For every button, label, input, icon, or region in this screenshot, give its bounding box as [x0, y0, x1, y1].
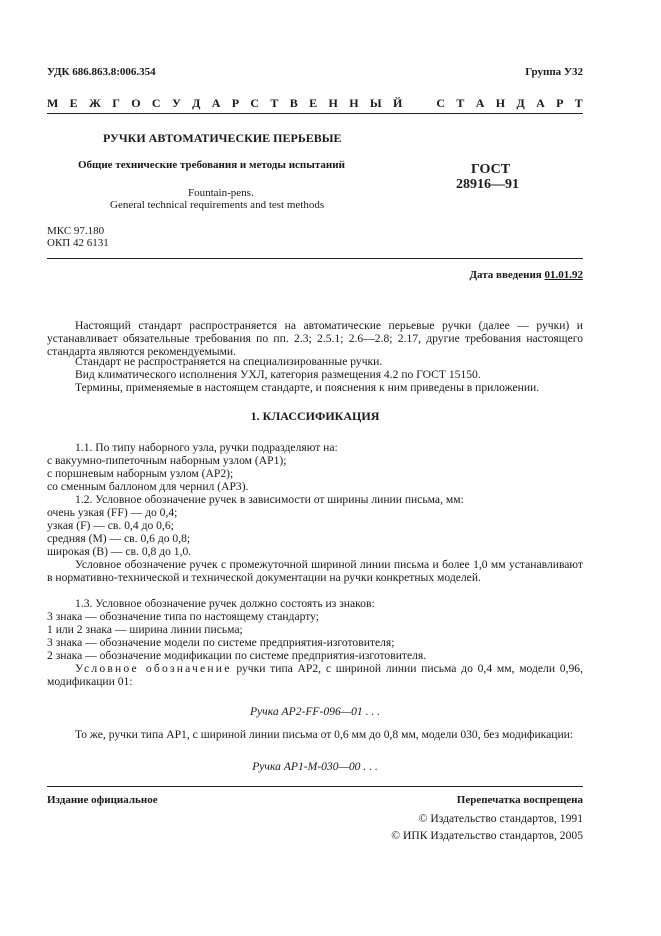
- list-item: с вакуумно-пипеточным наборным узлом (АР1);: [47, 454, 287, 467]
- english-title-line1: Fountain-pens.: [188, 187, 254, 199]
- reprint-prohibited: Перепечатка воспрещена: [456, 794, 583, 806]
- banner-letter: Е: [309, 96, 318, 110]
- banner-letter: Н: [328, 96, 338, 110]
- banner-letter: Д: [192, 96, 201, 110]
- document-title: РУЧКИ АВТОМАТИЧЕСКИЕ ПЕРЬЕВЫЕ: [103, 131, 342, 145]
- banner-letter: Г: [112, 96, 120, 110]
- list-item: с поршневым наборным узлом (АР2);: [47, 467, 234, 480]
- title-rule: [47, 258, 583, 259]
- banner-letter: Д: [516, 96, 525, 110]
- date-value: 01.01.92: [544, 269, 583, 281]
- banner-letter: М: [47, 96, 59, 110]
- banner-letter: Н: [495, 96, 506, 110]
- banner-letter: Т: [574, 96, 583, 110]
- list-item: широкая (B) — св. 0,8 до 1,0.: [47, 545, 192, 558]
- list-item: средняя (М) — св. 0,6 до 0,8;: [47, 532, 191, 545]
- banner-rule: [47, 113, 583, 114]
- banner-letter: Р: [231, 96, 240, 110]
- list-item: 3 знака — обозначение типа по настоящему стандарту;: [47, 610, 320, 623]
- banner-letter: А: [211, 96, 221, 110]
- gost-number: 28916—91: [456, 177, 519, 192]
- banner-letter: Й: [393, 96, 403, 110]
- section-heading: 1. КЛАССИФИКАЦИЯ: [250, 409, 380, 423]
- list-item: узкая (F) — св. 0,4 до 0,6;: [47, 519, 174, 532]
- mks-code: МКС 97.180: [47, 225, 105, 237]
- example-2-formula: Ручка АР1-М-030—00 . . .: [252, 760, 378, 773]
- intro-paragraph-1: Настоящий стандарт распространяется на автоматические перьевые ручки (далее — ручки) и устанавливает обязательные требования по пп. 2.3; 2.5.1; 2.6—2.8; 2.17, другие требования настоящего стандарта являются рекомендуемыми.: [47, 319, 583, 358]
- clause-1-3: 1.3. Условное обозначение ручек должно состоять из знаков:: [75, 597, 375, 610]
- banner-letter: А: [475, 96, 485, 110]
- banner-letter: Ы: [369, 96, 382, 110]
- banner-letter: Т: [456, 96, 465, 110]
- date-label: Дата введения: [469, 269, 545, 281]
- banner-letter: А: [536, 96, 545, 110]
- banner-letter: У: [171, 96, 181, 110]
- list-item: очень узкая (FF) — до 0,4;: [47, 506, 178, 519]
- gost-label: ГОСТ: [471, 162, 511, 177]
- banner-letter: С: [151, 96, 161, 110]
- banner-letter: Ж: [89, 96, 101, 110]
- example-1-formula: Ручка АР2-FF-096—01 . . .: [249, 705, 381, 718]
- banner-letter: Р: [556, 96, 564, 110]
- list-item: со сменным баллоном для чернил (АР3).: [47, 480, 249, 493]
- example-label: Условное обозначение: [75, 662, 232, 675]
- example-1-text: ручки типа АР2, с шириной линии письма до 0,4 мм, модели 0,96, модификации 01:: [47, 662, 583, 688]
- document-subtitle: Общие технические требования и методы испытаний: [78, 159, 345, 171]
- banner-letter: Т: [270, 96, 279, 110]
- example-1-description: [47, 662, 583, 688]
- intro-paragraph-4: Термины, применяемые в настоящем стандарте, и пояснения к ним приведены в приложении.: [75, 381, 540, 394]
- banner-letter: С: [250, 96, 260, 110]
- clause-1-1: 1.1. По типу наборного узла, ручки подразделяют на:: [75, 441, 338, 454]
- interstate-standard-banner: [47, 96, 583, 111]
- copyright-2005: © ИПК Издательство стандартов, 2005: [391, 829, 583, 842]
- banner-letter: О: [131, 96, 141, 110]
- list-item: 3 знака — обозначение модели по системе предприятия-изготовителя;: [47, 636, 395, 649]
- list-item: 1 или 2 знака — ширина линии письма;: [47, 623, 243, 636]
- banner-letter: С: [436, 96, 446, 110]
- intro-paragraph-3: Вид климатического исполнения УХЛ, категория размещения 4.2 по ГОСТ 15150.: [75, 368, 481, 381]
- banner-letter: Е: [69, 96, 78, 110]
- intro-paragraph-2: Стандарт не распространяется на специализированные ручки.: [75, 355, 383, 368]
- udk-code: УДК 686.863.8:006.354: [47, 66, 156, 78]
- okp-code: ОКП 42 6131: [47, 237, 109, 249]
- footer-rule: [47, 786, 583, 787]
- intermediate-width-paragraph: Условное обозначение ручек с промежуточной шириной линии письма и более 1,0 мм устанавливают в нормативно-технической и технической документации на ручки конкретных моделей.: [47, 558, 583, 584]
- copyright-1991: © Издательство стандартов, 1991: [418, 812, 583, 825]
- banner-letter: Н: [349, 96, 359, 110]
- list-item: 2 знака — обозначение модификации по системе предприятия-изготовителя.: [47, 649, 427, 662]
- example-2-description: То же, ручки типа АР1, с шириной линии письма от 0,6 мм до 0,8 мм, модели 030, без модификации:: [75, 728, 574, 741]
- group-code: Группа У32: [525, 66, 583, 78]
- official-edition: Издание официальное: [47, 794, 158, 806]
- english-title-line2: General technical requirements and test methods: [110, 199, 325, 211]
- introduction-date: [469, 269, 583, 281]
- clause-1-2: 1.2. Условное обозначение ручек в зависимости от ширины линии письма, мм:: [75, 493, 464, 506]
- banner-letter: В: [289, 96, 298, 110]
